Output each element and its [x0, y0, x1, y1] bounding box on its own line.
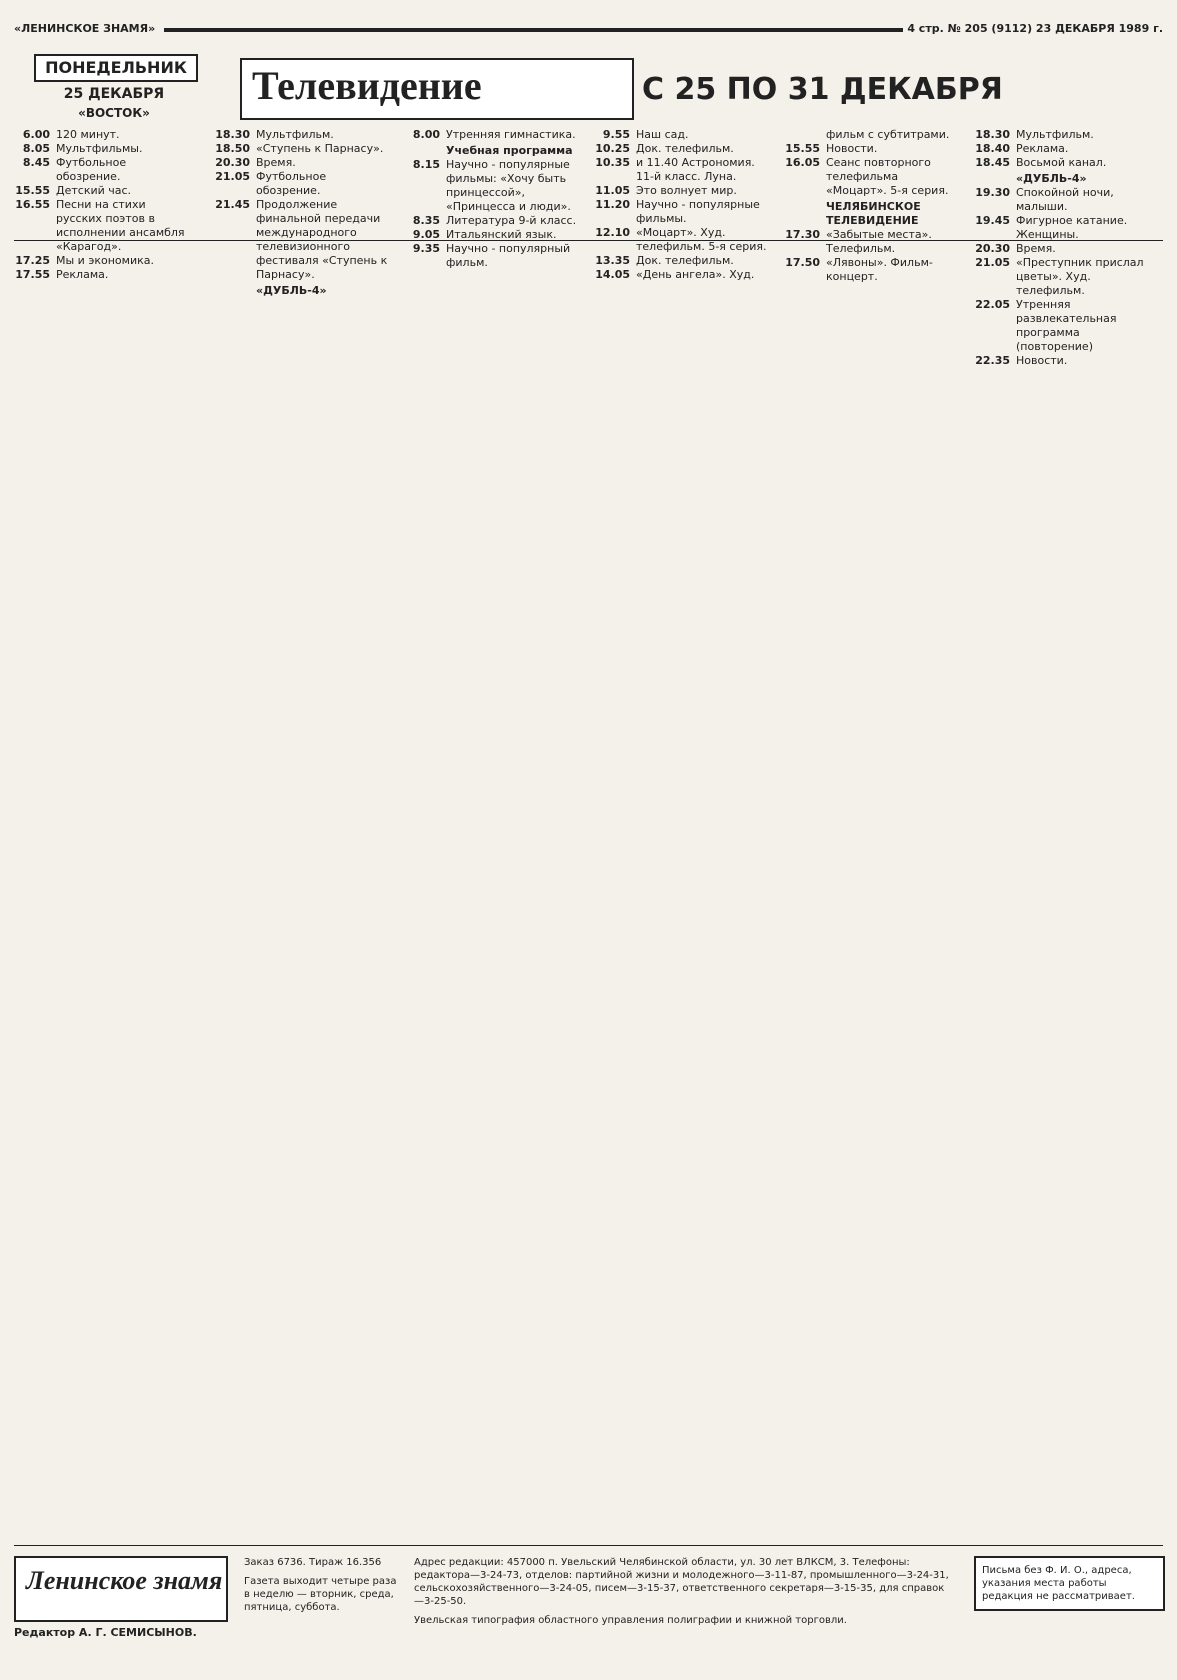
program-line [14, 268, 189, 282]
program-line [214, 198, 389, 282]
program-column [784, 128, 959, 284]
notice-box: Письма без Ф. И. О., адреса, указания места работы редакция не рассматривает. [974, 1556, 1165, 1611]
program-title: Учебная программа [446, 144, 573, 157]
program-line [594, 226, 769, 254]
program-title: «Забытые места». Телефильм. [826, 228, 932, 255]
program-title: «Лявоны». Фильм-концерт. [826, 256, 933, 283]
program-title: «Моцарт». Худ. телефильм. 5-я серия. [636, 226, 767, 253]
issue-info: 4 стр. № 205 (9112) 23 ДЕКАБРЯ 1989 г. [907, 22, 1163, 35]
program-time: 11.20 [595, 198, 630, 211]
program-title: «ДУБЛЬ-4» [256, 284, 327, 297]
program-title: Песни на стихи русских поэтов в исполнении ансамбля «Карагод». [56, 198, 185, 253]
program-time: 21.05 [975, 256, 1010, 269]
program-title: Итальянский язык. [446, 228, 557, 241]
editor-line: Редактор А. Г. СЕМИСЫНОВ. [14, 1626, 197, 1639]
program-title: «Ступень к Парнасу». [256, 142, 384, 155]
program-line [784, 228, 959, 256]
program-time: 18.50 [215, 142, 250, 155]
program-time: 22.35 [975, 354, 1010, 367]
program-title: «Преступник прислал цветы». Худ. телефильм. [1016, 256, 1144, 297]
program-title: «ДУБЛЬ-4» [1016, 172, 1087, 185]
program-line [594, 254, 769, 268]
day-date: 25 ДЕКАБРЯ [63, 86, 165, 102]
issue-note: Газета выходит четыре раза в неделю — вторник, среда, пятница, суббота. [244, 1576, 397, 1613]
program-time: 9.35 [412, 242, 440, 255]
program-title: Научно - популярные фильмы. [636, 198, 760, 225]
program-title: Док. телефильм. [636, 142, 734, 155]
program-line [14, 156, 189, 184]
program-title: Фигурное катание. Женщины. [1016, 214, 1128, 241]
program-time: 15.55 [785, 142, 820, 155]
program-line [404, 242, 579, 270]
program-title: Мы и экономика. [56, 254, 154, 267]
program-title: Детский час. [56, 184, 132, 197]
program-line [594, 198, 769, 226]
program-time: 18.40 [975, 142, 1010, 155]
program-line [974, 214, 1149, 242]
program-time: 20.30 [975, 242, 1010, 255]
program-title: Футбольное обозрение. [256, 170, 327, 197]
program-line [404, 144, 579, 158]
program-title: Новости. [826, 142, 878, 155]
program-line [14, 184, 189, 198]
program-line [214, 142, 389, 156]
program-line [14, 128, 189, 142]
program-column [14, 128, 189, 282]
program-line [404, 214, 579, 228]
program-line [784, 200, 959, 228]
program-line [974, 298, 1149, 354]
program-time: 17.55 [15, 268, 50, 281]
program-time: 18.45 [975, 156, 1010, 169]
program-time: 18.30 [215, 128, 250, 141]
program-title: «День ангела». Худ. [636, 268, 755, 281]
day-name: ПОНЕДЕЛЬНИК [34, 54, 198, 82]
program-time: 8.00 [412, 128, 440, 141]
program-time: 17.50 [785, 256, 820, 269]
program-title: и 11.40 Астрономия. 11-й класс. Луна. [636, 156, 755, 183]
program-title: 120 минут. [56, 128, 120, 141]
program-title: Время. [256, 156, 296, 169]
program-column [594, 128, 769, 282]
program-time: 8.35 [412, 214, 440, 227]
program-time: 17.25 [15, 254, 50, 267]
program-title: Литература 9-й класс. [446, 214, 577, 227]
program-title: Утренняя гимнастика. [446, 128, 576, 141]
program-time: 21.45 [215, 198, 250, 211]
program-time [784, 200, 820, 228]
program-time: 8.05 [22, 142, 50, 155]
program-line [974, 156, 1149, 170]
program-line [214, 170, 389, 198]
order-info [244, 1556, 404, 1614]
program-title: Время. [1016, 242, 1056, 255]
program-line [14, 254, 189, 268]
program-title: Продолжение финальной передачи международного телевизионного фестиваля «Ступень к Парнасу». [256, 198, 388, 281]
program-title: Научно - популярные фильмы: «Хочу быть принцессой», «Принцесса и люди». [446, 158, 571, 213]
program-time: 18.30 [975, 128, 1010, 141]
program-time: 19.30 [975, 186, 1010, 199]
program-time: 6.00 [22, 128, 50, 141]
program-line [784, 142, 959, 156]
program-line [594, 128, 769, 142]
program-time: 19.45 [975, 214, 1010, 227]
newspaper-logo [14, 1556, 228, 1622]
date-range: С 25 ПО 31 ДЕКАБРЯ [642, 72, 1003, 107]
program-time: 8.15 [412, 158, 440, 171]
program-line [404, 228, 579, 242]
newspaper-name: «ЛЕНИНСКОЕ ЗНАМЯ» [14, 22, 156, 35]
address-text: Адрес редакции: 457000 п. Увельский Челябинской области, ул. 30 лет ВЛКСМ, 3. Телефоны: редактора—3-24-73, отделов: партийной жизни и молодежного—3-11-87, промышленного—3-24-31, сельскохозяйственного—3-24-05, писем—3-15-37, ответственного секретаря—3-15-35, для справок—3-25-50. [414, 1557, 949, 1607]
program-title: Реклама. [1016, 142, 1069, 155]
program-title: Реклама. [56, 268, 109, 281]
program-time [404, 144, 440, 158]
program-line [974, 242, 1149, 256]
program-title: фильм с субтитрами. [826, 128, 950, 141]
header-rule [164, 28, 903, 32]
program-line [974, 186, 1149, 214]
order-line: Заказ 6736. Тираж 16.356 [244, 1557, 382, 1568]
program-line [784, 256, 959, 284]
program-title: Мультфильм. [1016, 128, 1094, 141]
program-title: Футбольное обозрение. [56, 156, 127, 183]
program-title: Восьмой канал. [1016, 156, 1107, 169]
day-block [14, 48, 1163, 367]
address-block [414, 1556, 954, 1627]
program-line [974, 142, 1149, 156]
page-title: Телевидение [252, 63, 482, 108]
program-time: 16.55 [15, 198, 50, 211]
program-title: Мультфильмы. [56, 142, 143, 155]
program-line [974, 172, 1149, 186]
program-time: 20.30 [215, 156, 250, 169]
program-line [974, 128, 1149, 142]
program-time: 21.05 [215, 170, 250, 183]
program-line [784, 156, 959, 198]
program-title: Мультфильм. [256, 128, 334, 141]
program-line [404, 158, 579, 214]
program-title: Наш сад. [636, 128, 689, 141]
program-line [594, 142, 769, 156]
program-line [974, 354, 1149, 368]
program-time: 15.55 [15, 184, 50, 197]
page-header [14, 18, 1163, 40]
program-line [594, 156, 769, 184]
program-line [14, 142, 189, 156]
logo-text: Ленинское знамя [26, 1566, 223, 1595]
channel-label: «ВОСТОК» [78, 106, 150, 120]
program-time: 12.10 [595, 226, 630, 239]
program-time: 10.25 [595, 142, 630, 155]
program-time: 9.05 [412, 228, 440, 241]
program-time: 22.05 [975, 298, 1010, 311]
program-time: 8.45 [22, 156, 50, 169]
program-title: Утренняя развлекательная программа (повторение) [1016, 298, 1117, 353]
footer [14, 1545, 1163, 1666]
program-line [214, 128, 389, 142]
program-line [594, 268, 769, 282]
program-time: 10.35 [595, 156, 630, 169]
program-column [404, 128, 579, 270]
program-column [214, 128, 389, 298]
program-title: Док. телефильм. [636, 254, 734, 267]
program-line [784, 128, 959, 142]
program-title: Это волнует мир. [636, 184, 737, 197]
program-line [214, 156, 389, 170]
program-title: ЧЕЛЯБИНСКОЕ ТЕЛЕВИДЕНИЕ [826, 200, 921, 227]
program-column [974, 128, 1149, 368]
program-line [14, 198, 189, 254]
program-title: Научно - популярный фильм. [446, 242, 571, 269]
program-line [404, 128, 579, 142]
program-line [594, 184, 769, 198]
program-time: 16.05 [785, 156, 820, 169]
program-time [214, 284, 250, 298]
program-line [974, 256, 1149, 298]
program-time [974, 172, 1010, 186]
program-time: 14.05 [595, 268, 630, 281]
program-title: Новости. [1016, 354, 1068, 367]
program-time: 9.55 [602, 128, 630, 141]
program-time: 13.35 [595, 254, 630, 267]
printing-text: Увельская типография областного управления полиграфии и книжной торговли. [414, 1615, 847, 1626]
program-time [784, 128, 820, 142]
program-title: Сеанс повторного телефильма «Моцарт». 5-я серия. [826, 156, 949, 197]
program-time: 11.05 [595, 184, 630, 197]
program-line [214, 284, 389, 298]
program-title: Спокойной ночи, малыши. [1016, 186, 1114, 213]
program-time: 17.30 [785, 228, 820, 241]
